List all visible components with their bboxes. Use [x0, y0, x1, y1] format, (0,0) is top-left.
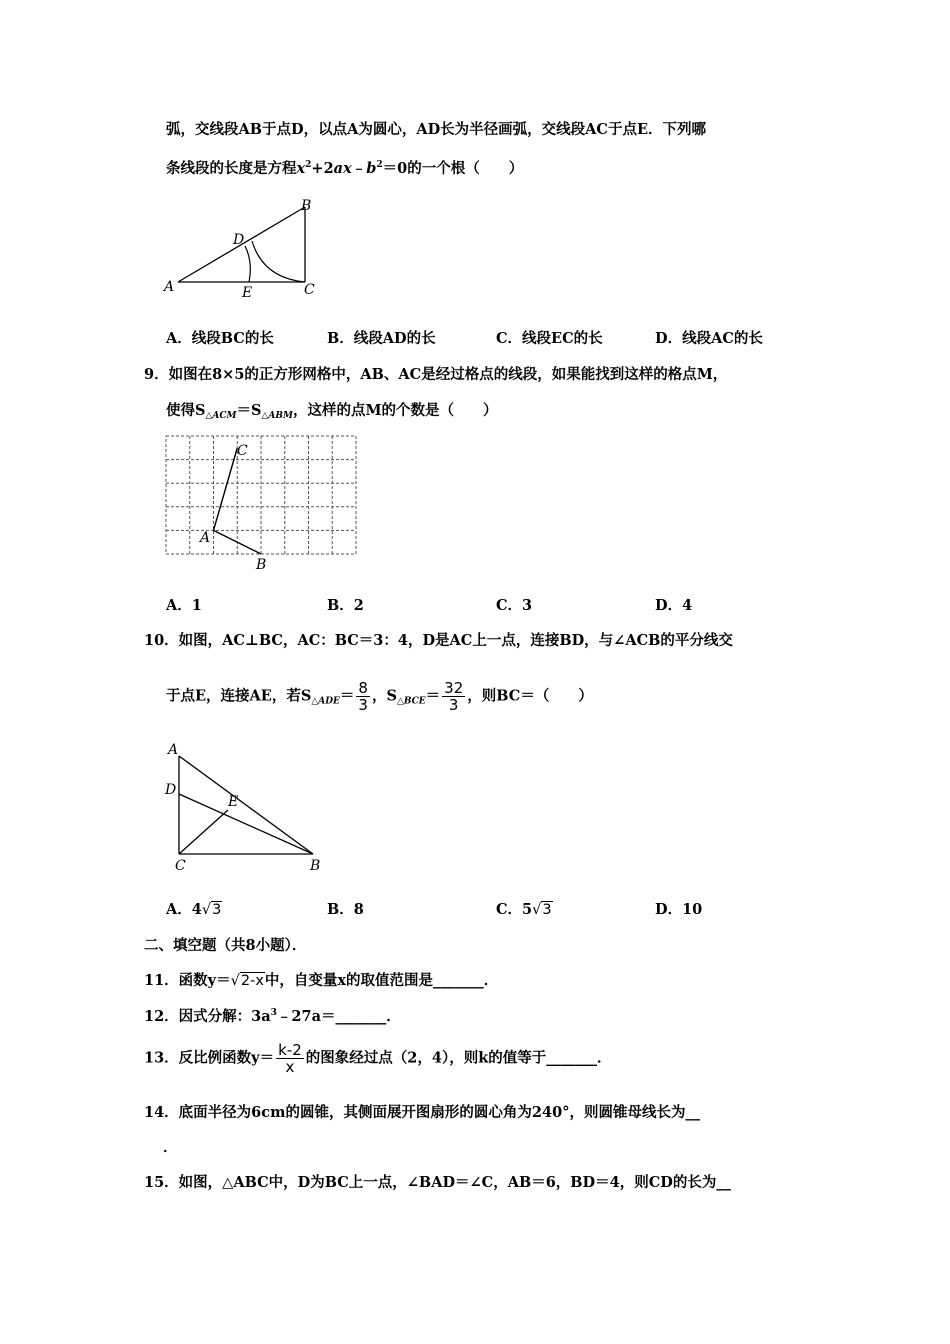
q8-option-d: D．线段AC的长: [655, 330, 763, 347]
q9-label-c: C: [237, 443, 248, 459]
q9-line2: 使得$S_{\triangle ACM}=S_{\triangle ABM}$，这样的点M的个数是（ ）: [166, 402, 498, 421]
q8-option-b: B．线段AD的长: [327, 330, 436, 347]
q15-line1: 15．如图，△ABC中，D为BC上一点，∠BAD＝∠C，AB＝6，BD＝4，则CD的长为__: [144, 1174, 731, 1191]
q10-option-b: B．8: [327, 901, 364, 918]
q10-line1: 10．如图，AC⊥BC，AC：BC＝3：4，D是AC上一点，连接BD，与∠ACB的平分线交: [144, 632, 733, 649]
q8-label-b: B: [301, 198, 312, 214]
q8-label-e: E: [242, 285, 253, 301]
q10-option-a: A．4√3: [166, 901, 222, 918]
q9-label-b: B: [256, 557, 267, 573]
q10-label-b: B: [310, 858, 321, 874]
q13-fraction: $\frac{k-2}{x}$: [278, 1041, 302, 1076]
q10-label-a: A: [168, 742, 179, 758]
q8-line1: 弧，交线段AB于点D，以点A为圆心，AD长为半径画弧，交线段AC于点E．下列哪: [166, 121, 706, 138]
q10-label-c: C: [175, 858, 186, 874]
q10-fraction-2: $\frac{32}{3}$: [444, 679, 464, 714]
q9-option-c: C．3: [496, 597, 533, 614]
q14-line1: 14．底面半径为6cm的圆锥，其侧面展开图扇形的圆心角为240°，则圆锥母线长为__: [144, 1104, 700, 1121]
q9-label-a: A: [200, 530, 211, 546]
q8-option-c: C．线段EC的长: [496, 330, 603, 347]
q9-line1: 9．如图在8×5的正方形网格中，AB、AC是经过格点的线段，如果能找到这样的格点M，: [144, 366, 728, 383]
q10-figure: [160, 736, 340, 876]
q8-figure: [160, 192, 330, 302]
section-heading-fill-in: 二、填空题（共8小题）．: [144, 937, 307, 954]
q8-label-a: A: [164, 279, 175, 295]
q10-label-e: E: [228, 794, 239, 810]
q8-label-d: D: [233, 232, 245, 248]
q10-line2: 于点E，连接AE，若$S_{\triangle ADE}=$ $\frac{8}{3}$ ，$S_{\triangle BCE}=$ $\frac{32}{3}$ ，则BC＝（ ）: [166, 679, 593, 714]
q8-line2: 条线段的长度是方程$x^2+2ax﹣b^2=0$的一个根（ ）: [166, 160, 524, 177]
q8-label-c: C: [304, 282, 315, 298]
q13: 13．反比例函数y＝ $\frac{k-2}{x}$ 的图象经过点（2，4），则k的值等于_______．: [144, 1041, 612, 1076]
q10-option-d: D．10: [655, 901, 703, 918]
q10-option-c: C．5√3: [496, 901, 552, 918]
q14-line2: ．: [163, 1139, 178, 1156]
q8-option-a: A．线段BC的长: [166, 330, 274, 347]
q9-option-b: B．2: [327, 597, 364, 614]
q9-grid-figure: [160, 430, 370, 580]
q12: 12．因式分解：$3a^3﹣27a=\_\_\_\_\_\_\_$．: [144, 1008, 401, 1025]
q9-option-a: A．1: [166, 597, 202, 614]
q9-option-d: D．4: [655, 597, 693, 614]
q11: 11．函数y＝√2-x中，自变量x的取值范围是_______．: [144, 972, 499, 989]
q10-fraction-1: $\frac{8}{3}$: [358, 679, 368, 714]
q10-label-d: D: [165, 782, 177, 798]
